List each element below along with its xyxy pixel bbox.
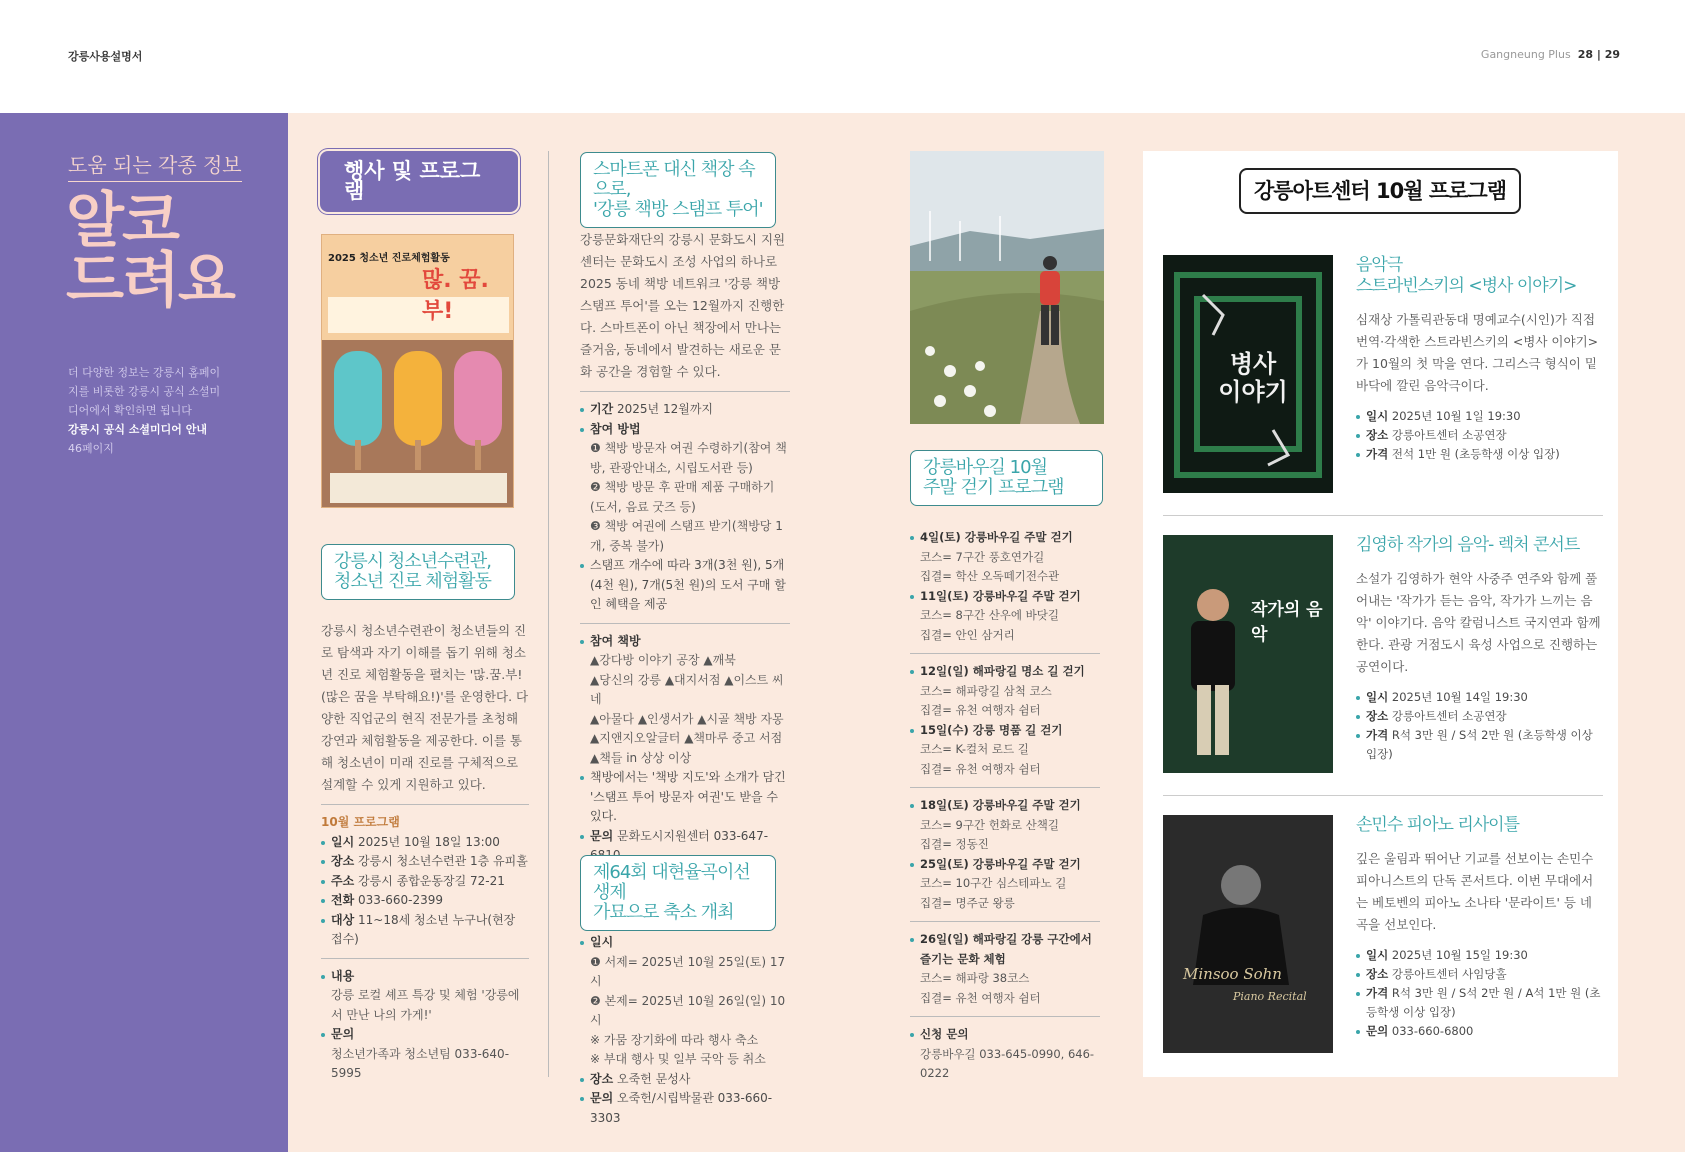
piano-poster — [1163, 815, 1333, 1053]
v-date: 2025년 10월 18일 13:00 — [358, 834, 500, 849]
prog-desc: 심재상 가톨릭관동대 명예교수(시인)가 직접 번역·각색한 스트라빈스키의 <병사 이야기>가 10월의 첫 막을 연다. 그리스극 형식이 밑바닥에 깔린 음악극이다. — [1356, 312, 1599, 393]
heading-l2: 주말 걷기 프로그램 — [923, 477, 1064, 498]
walk-course: 코스= 해파랑길 삼척 코스 — [920, 683, 1052, 698]
soldier-poster-title: 병사 이야기 — [1218, 350, 1288, 406]
v-tel: 033-660-2399 — [358, 893, 444, 907]
walk-gather: 집결= 정동진 — [920, 837, 989, 851]
sidebar-desc — [68, 363, 228, 458]
page-numbers: 28 | 29 — [1577, 48, 1620, 61]
v-inq: 강릉바우길 033-645-0990, 646-0222 — [920, 1046, 1095, 1080]
poster-main: 많. 꿈. 부! — [422, 268, 489, 324]
program-lecture — [1163, 535, 1603, 775]
v-inq: 문화도시지원센터 033-647- — [617, 828, 769, 843]
walk-gather: 집결= 유천 여행자 쉼터 — [920, 761, 1041, 776]
k-inq: 문의 — [590, 828, 614, 843]
date-2: ❷ 본제= 2025년 10월 26일(일) 10시 — [590, 993, 786, 1027]
v-inq: 청소년가족과 청소년팀 033-640-5995 — [331, 1046, 510, 1080]
sidebar — [0, 113, 288, 1152]
bookshop-heading — [580, 152, 776, 228]
stamp-note: 스탬프 개수에 따라 3개(3천 원), 5개 (4천 원), 7개(5천 원)의 도서 구매 할인 혜택을 제공 — [580, 556, 790, 615]
page-ref: 46페이지 — [68, 442, 114, 455]
k-target: 대상 — [331, 912, 355, 927]
k-inq: 문의 — [331, 1027, 355, 1041]
label-date: 일시 — [1366, 409, 1389, 423]
shop-5: ▲책들 in 상상 이상 — [590, 750, 692, 765]
how-3: ❸ 책방 여권에 스탬프 받기(책방당 1개, 중복 불가) — [590, 519, 783, 553]
header-right — [1481, 48, 1620, 61]
youth-desc: 강릉시 청소년수련관이 청소년들의 진로 탐색과 자기 이해를 돕기 위해 청소년 진로 체험활동을 펼치는 '많.꿈.부!(많은 꿈을 부탁해요!)'를 운영한다. 다양한 직업군의 현직 전문가를 초청해 강연과 체험활동을 제공한다. 이를 통해 청소년이 미래 진로를 구체적으로 설계할 수 있게 지원하고 있다. — [321, 623, 529, 792]
program-piano — [1163, 815, 1603, 1055]
title-line2: 드려요 — [66, 246, 234, 316]
k-tel: 전화 — [331, 893, 355, 907]
walk-title: 18일(토) 강릉바우길 주말 걷기 — [920, 798, 1081, 812]
k-date: 일시 — [331, 834, 355, 849]
soldier-poster — [1163, 255, 1333, 493]
prog-date: 2025년 10월 1일 19:30 — [1391, 409, 1521, 423]
k-place: 장소 — [590, 1071, 614, 1086]
hiker-photo — [910, 151, 1104, 424]
heading-l1: 강릉바우길 10월 — [923, 457, 1047, 478]
walk-heading — [910, 450, 1103, 506]
v-place: 강릉시 청소년수련관 1층 유피홀 — [358, 854, 528, 868]
walk-gather: 집결= 학산 오독떼기전수관 — [920, 569, 1060, 583]
col-events — [322, 153, 516, 210]
walk-course: 코스= K-컬처 로드 길 — [920, 742, 1029, 756]
prog-price: 전석 1만 원 (초등학생 이상 입장) — [1391, 447, 1560, 461]
walk-course: 코스= 10구간 심스테파노 길 — [920, 876, 1067, 890]
heading-l1: 스마트폰 대신 책장 속으로, — [593, 159, 755, 200]
v-addr: 강릉시 종합운동장길 72-21 — [358, 873, 505, 888]
label-place: 장소 — [1366, 709, 1389, 723]
note-1: ※ 가뭄 장기화에 따라 행사 축소 — [590, 1032, 759, 1047]
divider — [548, 151, 549, 1077]
sidebar-lead: 도움 되는 각종 정보 — [68, 149, 242, 182]
social-link[interactable]: 강릉시 공식 소셜미디어 안내 — [68, 423, 207, 436]
v-target: 11~18세 청소년 누구나(현장 접수) — [331, 912, 516, 946]
yulgok-heading — [580, 855, 776, 931]
prog-inq: 033-660-6800 — [1391, 1024, 1474, 1038]
prog-date: 2025년 10월 14일 19:30 — [1391, 690, 1528, 704]
how-1: ❶ 책방 방문자 여권 수령하기(참여 책방, 관광안내소, 시립도서관 등) — [590, 441, 787, 475]
prog-price: R석 3만 원 / S석 2만 원 (초등학생 이상 입장) — [1366, 728, 1593, 761]
walk-title: 25일(토) 강릉바우길 주말 걷기 — [920, 856, 1081, 871]
k-inq: 문의 — [590, 1091, 614, 1105]
prog-place: 강릉아트센터 소공연장 — [1391, 428, 1507, 442]
k-shops: 참여 책방 — [590, 633, 641, 648]
prog-desc: 깊은 울림과 뛰어난 기교를 선보이는 손민수 피아니스트의 단독 콘서트다. 이번 무대에서는 베토벤의 피아노 소나타 '문라이트' 등 네 곡을 선보인다. — [1356, 851, 1594, 932]
map-note: 책방에서는 '책방 지도'와 소개가 담긴 '스탬프 투어 방문자 여권'도 받을 수 있다. — [580, 768, 790, 827]
walk-list — [910, 528, 1100, 1084]
heading-l2: 가묘으로 축소 개최 — [593, 902, 734, 923]
label-place: 장소 — [1366, 967, 1389, 981]
walk-title: 15일(수) 강릉 명품 길 걷기 — [920, 722, 1063, 737]
prog-title: 음악극 — [1356, 255, 1403, 275]
walk-gather: 집결= 안인 삼거리 — [920, 627, 1015, 642]
prog-title: 김영하 작가의 음악- 렉처 콘서트 — [1356, 535, 1580, 555]
label-place: 장소 — [1366, 428, 1389, 442]
k-period: 기간 — [590, 402, 614, 416]
walk-gather: 집결= 명주군 왕릉 — [920, 895, 1015, 910]
prog-title: 손민수 피아노 리사이틀 — [1356, 815, 1520, 835]
how-2: ❷ 책방 방문 후 판매 제품 구매하기(도서, 음료 굿즈 등) — [590, 480, 775, 514]
lecture-poster-title: 작가의 음악 — [1251, 600, 1323, 645]
walk-title: 4일(토) 강릉바우길 주말 걷기 — [920, 530, 1073, 544]
shop-1: ▲강다방 이야기 공장 ▲깨북 — [590, 653, 736, 667]
youth-heading — [321, 544, 515, 600]
yulgok-body — [580, 933, 790, 1128]
v-inq: 오죽헌/시립박물관 033-660-3303 — [590, 1091, 773, 1125]
program-soldier — [1163, 255, 1603, 495]
shop-2: ▲당신의 강릉 ▲대지서점 ▲이스트 씨네 — [590, 672, 784, 706]
shop-4: ▲지앤지오알글터 ▲책마루 중고 서점 — [590, 731, 783, 745]
label-price: 가격 — [1366, 986, 1389, 1000]
k-addr: 주소 — [331, 873, 355, 888]
sidebar-title — [66, 186, 234, 316]
walk-gather: 집결= 유천 여행자 쉼터 — [920, 703, 1041, 717]
v-period: 2025년 12월까지 — [617, 402, 714, 416]
note-2: ※ 부대 행사 및 일부 국악 등 취소 — [590, 1052, 766, 1066]
prog-price: R석 3만 원 / S석 2만 원 / A석 1만 원 (초등학생 이상 입장) — [1366, 986, 1601, 1019]
k-place: 장소 — [331, 854, 355, 868]
walk-course: 코스= 7구간 풍호연가길 — [920, 549, 1045, 564]
k-content: 내용 — [331, 968, 355, 983]
card-title: 강릉아트센터 10월 프로그램 — [1239, 168, 1521, 214]
walk-title: 12일(일) 해파랑길 명소 길 걷기 — [920, 664, 1085, 678]
walk-course: 코스= 9구간 헌화로 산책길 — [920, 817, 1060, 832]
label-price: 가격 — [1366, 728, 1389, 742]
oct-label: 10월 프로그램 — [321, 815, 400, 829]
brand: Gangneung Plus — [1480, 48, 1571, 61]
prog-place: 강릉아트센터 사임당홀 — [1391, 967, 1507, 981]
heading-l2: 청소년 진로 체험활동 — [334, 571, 491, 592]
bookshop-desc: 강릉문화재단의 강릉시 문화도시 지원센터는 문화도시 조성 사업의 하나로 2025 동네 책방 네트워크 '강릉 책방 스탬프 투어'를 오는 12월까지 진행한다. 스마트폰이 아닌 책장에서 만나는 즐거움, 동네에서 발견하는 새로운 문화 공간을 경험할 수 있다. — [580, 232, 786, 379]
lecture-poster — [1163, 535, 1333, 773]
prog-desc: 소설가 김영하가 현악 사중주 연주와 함께 풀어내는 '작가가 듣는 음악, 작가가 느끼는 음악' 이야기다. 음악 칼럼니스트 국지연과 함께한다. 관광 거점도시 육성 사업으로 진행하는 공연이다. — [1356, 571, 1601, 674]
piano-art — [1163, 815, 1333, 1053]
walk-title: 26일(일) 해파랑길 강릉 구간에서 즐기는 문화 체험 — [920, 932, 1092, 966]
bookshop-body — [580, 229, 790, 866]
k-date: 일시 — [590, 935, 614, 949]
piano-poster-sub: Piano Recital — [1233, 990, 1307, 1003]
walk-gather: 집결= 유천 여행자 쉼터 — [920, 990, 1041, 1005]
k-inq: 신청 문의 — [920, 1027, 969, 1041]
walk-title: 11일(토) 강릉바우길 주말 걷기 — [920, 588, 1081, 603]
v-place: 오죽헌 문성사 — [617, 1071, 691, 1086]
heading-l1: 제64회 대현율곡이선생제 — [593, 862, 750, 903]
walk-course: 코스= 8구간 산우에 바닷길 — [920, 608, 1060, 622]
hiker-art — [910, 151, 1104, 424]
artcenter-card — [1143, 151, 1618, 1077]
youth-body — [321, 620, 529, 1084]
desc-text: 더 다양한 정보는 강릉시 홈페이지를 비롯한 강릉시 공식 소셜미디어에서 확인하면 됩니다 — [68, 366, 221, 417]
walk-course: 코스= 해파랑 38코스 — [920, 971, 1030, 985]
prog-place: 강릉아트센터 소공연장 — [1391, 709, 1507, 723]
header-left: 강릉사용설명서 — [68, 50, 143, 63]
separator — [1163, 515, 1603, 516]
label-date: 일시 — [1366, 948, 1389, 962]
piano-poster-name: Minsoo Sohn — [1183, 965, 1282, 983]
v-content: 강릉 로컬 셰프 특강 및 체험 '강릉에서 만난 나의 가게!' — [331, 988, 520, 1022]
label-price: 가격 — [1366, 447, 1389, 461]
poster-top: 2025 청소년 진로체험활동 — [328, 253, 450, 264]
title-line1: 알코 — [66, 186, 178, 256]
label-inq: 문의 — [1366, 1024, 1389, 1038]
separator — [1163, 795, 1603, 796]
label-date: 일시 — [1366, 690, 1389, 704]
shop-3: ▲아물다 ▲인생서가 ▲시골 책방 자몽 — [590, 711, 784, 726]
date-1: ❶ 서제= 2025년 10월 25일(토) 17시 — [590, 954, 786, 988]
k-how: 참여 방법 — [590, 421, 641, 436]
prog-subtitle: 스트라빈스키의 <병사 이야기> — [1356, 276, 1577, 296]
section-tag: 행사 및 프로그램 — [322, 153, 516, 210]
youth-poster — [321, 234, 514, 508]
heading-l2: '강릉 책방 스탬프 투어' — [593, 199, 763, 220]
heading-l1: 강릉시 청소년수련관, — [334, 551, 491, 572]
lecture-art — [1163, 535, 1333, 773]
prog-date: 2025년 10월 15일 19:30 — [1391, 948, 1528, 962]
